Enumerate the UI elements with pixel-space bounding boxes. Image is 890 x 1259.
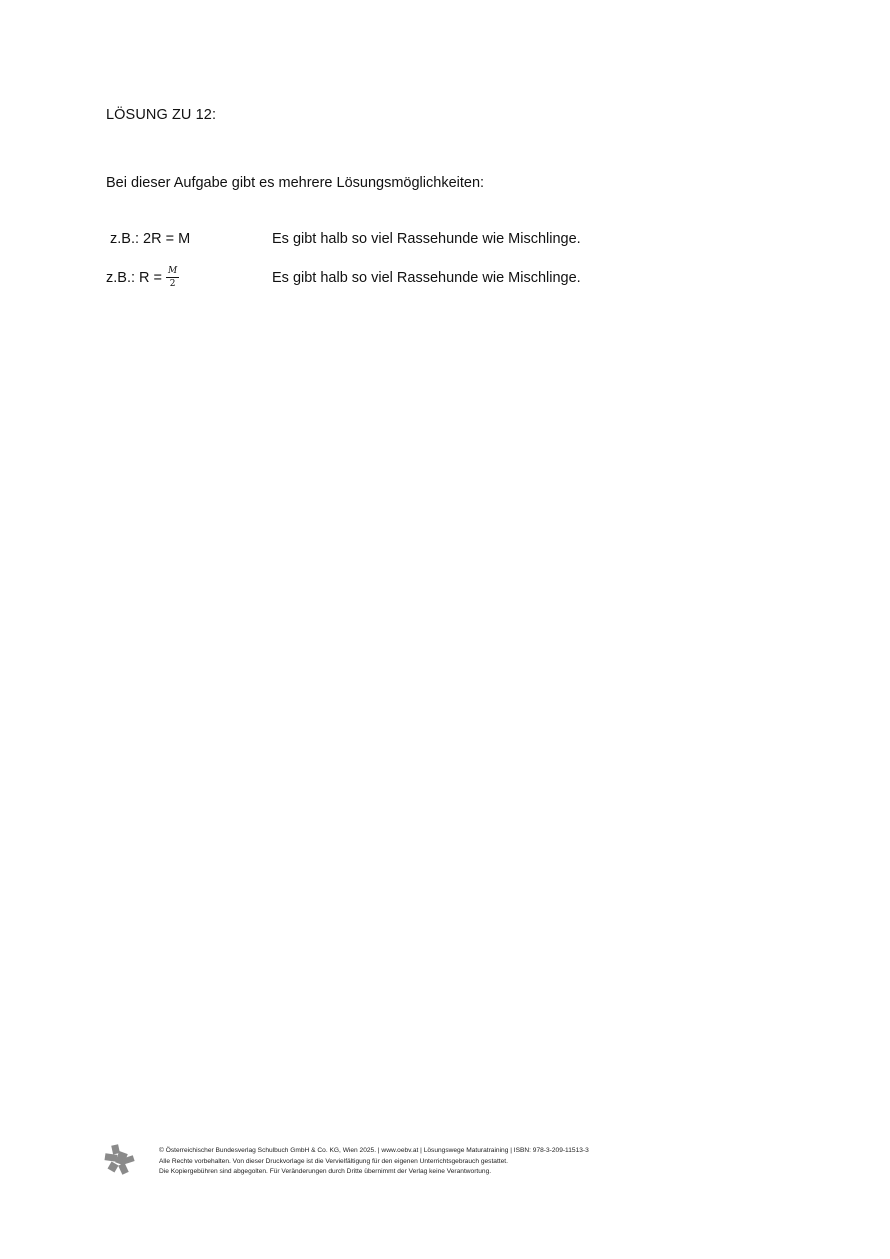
explanation-2: Es gibt halb so viel Rassehunde wie Mischlinge. bbox=[272, 270, 581, 286]
equation-2-prefix: z.B.: R = bbox=[106, 270, 163, 286]
solution-row-1 bbox=[106, 229, 581, 249]
equation-2 bbox=[106, 267, 272, 289]
equation-1: z.B.: 2R = M bbox=[110, 231, 191, 247]
footer-text bbox=[159, 1146, 589, 1178]
fraction-numerator: M bbox=[168, 266, 178, 276]
solution-heading: LÖSUNG ZU 12: bbox=[106, 107, 217, 123]
solution-row-2 bbox=[106, 262, 581, 294]
intro-text: Bei dieser Aufgabe gibt es mehrere Lösungsmöglichkeiten: bbox=[106, 175, 485, 191]
explanation-1: Es gibt halb so viel Rassehunde wie Mischlinge. bbox=[272, 231, 581, 247]
oebv-logo-icon bbox=[104, 1144, 136, 1176]
fraction-denominator: 2 bbox=[169, 279, 176, 289]
fraction bbox=[166, 267, 179, 289]
footer-line-2: Alle Rechte vorbehalten. Von dieser Druckvorlage ist die Vervielfältigung für den eigenen Unterrichtsgebrauch gestattet. bbox=[159, 1157, 508, 1165]
footer-line-3: Die Kopiergebühren sind abgegolten. Für Veränderungen durch Dritte übernimmt der Verlag keine Verantwortung. bbox=[159, 1168, 492, 1175]
footer-line-1: © Österreichischer Bundesverlag Schulbuch GmbH & Co. KG, Wien 2025. | www.oebv.at | Lösungswege Maturatraining | ISBN: 978-3-209-11513-3 bbox=[159, 1147, 589, 1154]
